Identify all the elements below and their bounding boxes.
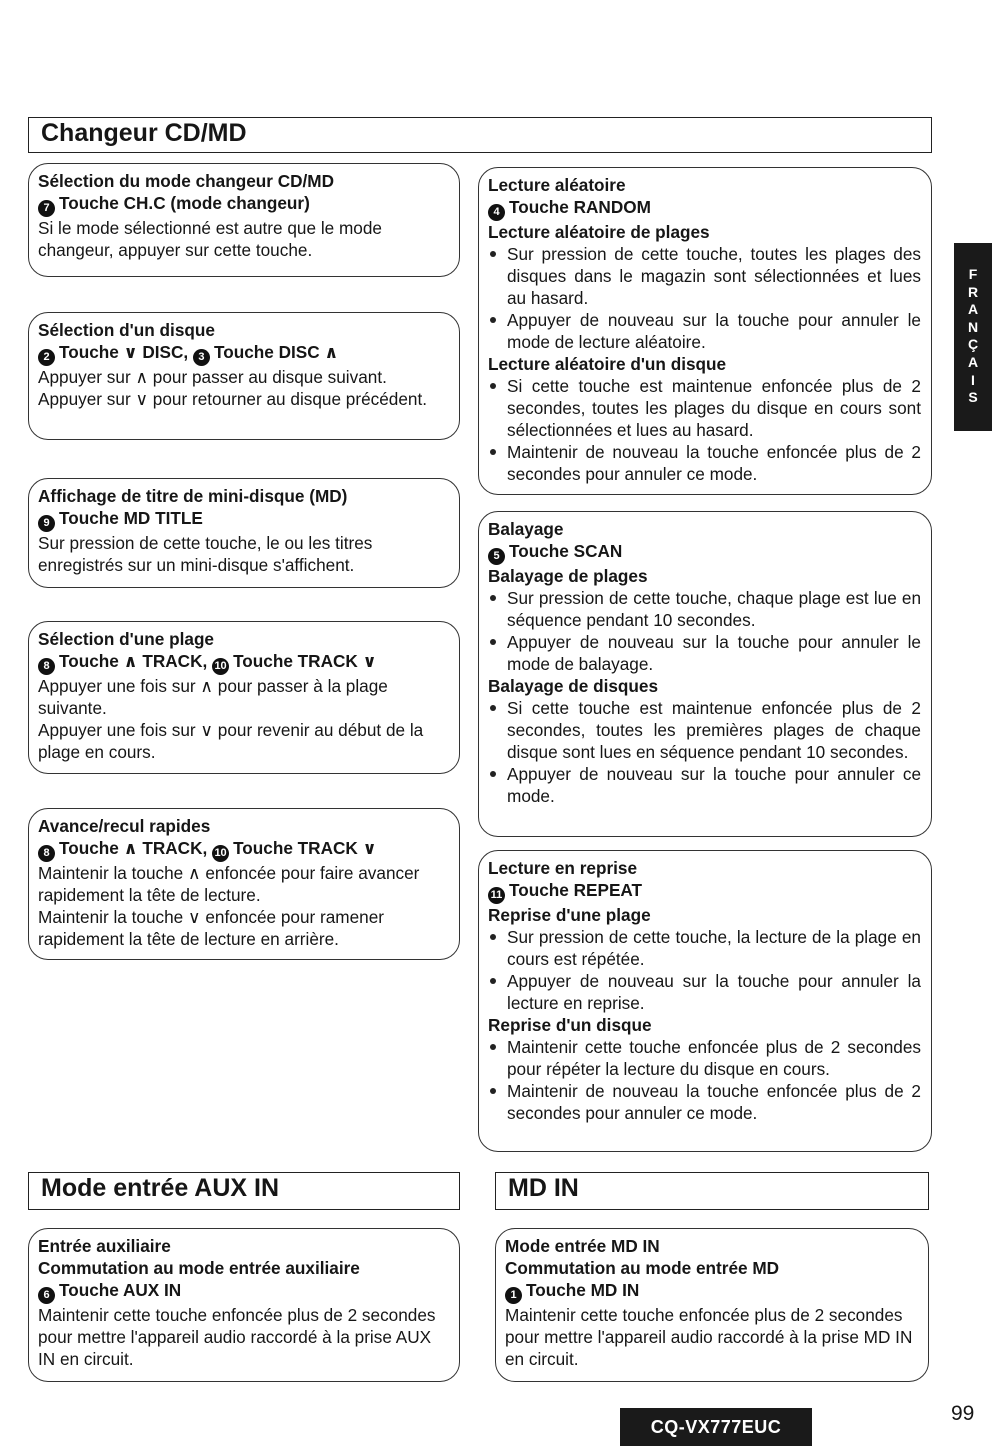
tab-letter: Ç xyxy=(967,336,979,353)
section-title-mdin: MD IN xyxy=(495,1172,929,1210)
bullet-item: Sur pression de cette touche, chaque plage est lue en séquence pendant 10 secondes. xyxy=(488,587,921,631)
box-heading: Balayage xyxy=(488,519,564,539)
box-subheading: 9 Touche MD TITLE xyxy=(38,507,449,532)
bullet-item: Si cette touche est maintenue enfoncée plus de 2 secondes, toutes les plages du disque en cours sont sélectionnées et lues au hasard. xyxy=(488,375,921,441)
box-heading: Sélection d'un disque xyxy=(38,320,215,340)
button-number-badge: 5 xyxy=(488,548,505,565)
button-number-badge: 10 xyxy=(212,845,229,862)
button-number-badge: 9 xyxy=(38,515,55,532)
box-subheading: 5 Touche SCAN xyxy=(488,540,921,565)
box-subsection-heading: Reprise d'une plage xyxy=(488,905,651,925)
button-number-badge: 6 xyxy=(38,1287,55,1304)
box-md-title xyxy=(28,478,460,588)
box-subheading: 8 Touche ∧ TRACK, 10 Touche TRACK ∨ xyxy=(38,837,449,862)
box-text: Maintenir la touche ∨ enfoncée pour ramener rapidement la tête de lecture en arrière. xyxy=(38,907,385,949)
box-repeat xyxy=(478,850,932,1152)
box-heading: Avance/recul rapides xyxy=(38,816,211,836)
bullet-item: Si cette touche est maintenue enfoncée plus de 2 secondes, toutes les premières plages de chaque disque sont lues en séquence pendant 10 secondes. xyxy=(488,697,921,763)
box-subsection-heading: Lecture aléatoire d'un disque xyxy=(488,354,727,374)
language-tab xyxy=(954,243,992,431)
button-number-badge: 1 xyxy=(505,1287,522,1304)
model-label: CQ-VX777EUC xyxy=(620,1408,812,1446)
tab-letter: S xyxy=(968,389,978,406)
box-heading: Lecture en reprise xyxy=(488,858,638,878)
box-subheading: 6 Touche AUX IN xyxy=(38,1279,449,1304)
tab-letter: A xyxy=(967,353,979,370)
button-number-badge: 3 xyxy=(193,349,210,366)
box-text: Appuyer une fois sur ∧ pour passer à la plage suivante. xyxy=(38,676,388,718)
box-heading: Affichage de titre de mini-disque (MD) xyxy=(38,486,348,506)
tab-letter: F xyxy=(968,266,978,282)
bullet-item: Maintenir cette touche enfoncée plus de 2 secondes pour répéter la lecture du disque en cours. xyxy=(488,1036,921,1080)
box-heading: Lecture aléatoire xyxy=(488,175,626,195)
button-number-badge: 8 xyxy=(38,845,55,862)
box-disc-select xyxy=(28,312,460,440)
box-text: Maintenir la touche ∧ enfoncée pour faire avancer rapidement la tête de lecture. xyxy=(38,863,420,905)
box-subheading: 11 Touche REPEAT xyxy=(488,879,921,904)
section-title-aux: Mode entrée AUX IN xyxy=(28,1172,460,1210)
box-heading: Entrée auxiliaire xyxy=(38,1236,171,1256)
box-track-select xyxy=(28,621,460,774)
box-scan xyxy=(478,511,932,837)
button-number-badge: 11 xyxy=(488,887,505,904)
bullet-item: Maintenir de nouveau la touche enfoncée plus de 2 secondes pour annuler ce mode. xyxy=(488,1080,921,1124)
bullet-item: Appuyer de nouveau sur la touche pour annuler le mode de balayage. xyxy=(488,631,921,675)
box-md-in xyxy=(495,1228,929,1382)
box-subsection-heading: Balayage de disques xyxy=(488,676,659,696)
box-text: Maintenir cette touche enfoncée plus de 2 secondes pour mettre l'appareil audio raccordé à la prise MD IN en circuit. xyxy=(505,1305,913,1369)
tab-letter: R xyxy=(967,283,979,300)
section-title-changer: Changeur CD/MD xyxy=(28,117,932,153)
box-subheading: 8 Touche ∧ TRACK, 10 Touche TRACK ∨ xyxy=(38,650,449,675)
box-subheading: 7 Touche CH.C (mode changeur) xyxy=(38,192,449,217)
tab-letter: N xyxy=(967,318,979,335)
box-text: Si le mode sélectionné est autre que le mode changeur, appuyer sur cette touche. xyxy=(38,218,382,260)
button-number-badge: 2 xyxy=(38,349,55,366)
box-subheading: Commutation au mode entrée MD xyxy=(505,1258,780,1278)
bullet-item: Appuyer de nouveau sur la touche pour annuler la lecture en reprise. xyxy=(488,970,921,1014)
bullet-item: Appuyer de nouveau sur la touche pour annuler ce mode. xyxy=(488,763,921,807)
tab-letter: A xyxy=(967,301,979,318)
box-heading: Mode entrée MD IN xyxy=(505,1236,660,1256)
box-aux-in xyxy=(28,1228,460,1382)
box-subsection-heading: Balayage de plages xyxy=(488,566,648,586)
box-text: Appuyer une fois sur ∨ pour revenir au début de la plage en cours. xyxy=(38,720,424,762)
box-heading: Sélection d'une plage xyxy=(38,629,214,649)
bullet-item: Maintenir de nouveau la touche enfoncée plus de 2 secondes pour annuler ce mode. xyxy=(488,441,921,485)
button-number-badge: 10 xyxy=(212,658,229,675)
button-number-badge: 8 xyxy=(38,658,55,675)
button-number-badge: 7 xyxy=(38,200,55,217)
box-text: Appuyer sur ∧ pour passer au disque suivant. xyxy=(38,367,387,387)
box-text: Appuyer sur ∨ pour retourner au disque précédent. xyxy=(38,389,428,409)
box-text: Sur pression de cette touche, le ou les titres enregistrés sur un mini-disque s'affichent. xyxy=(38,533,373,575)
box-subsection-heading: Reprise d'un disque xyxy=(488,1015,652,1035)
box-changer-mode xyxy=(28,163,460,277)
box-subsection-heading: Lecture aléatoire de plages xyxy=(488,222,710,242)
box-text: Maintenir cette touche enfoncée plus de 2 secondes pour mettre l'appareil audio raccordé à la prise AUX IN en circuit. xyxy=(38,1305,436,1369)
bullet-item: Sur pression de cette touche, la lecture de la plage en cours est répétée. xyxy=(488,926,921,970)
button-number-badge: 4 xyxy=(488,204,505,221)
box-subheading: Commutation au mode entrée auxiliaire xyxy=(38,1258,360,1278)
box-subheading: 4 Touche RANDOM xyxy=(488,196,921,221)
tab-letter: I xyxy=(971,371,975,388)
page-number: 99 xyxy=(951,1402,975,1425)
box-random-play xyxy=(478,167,932,495)
bullet-item: Appuyer de nouveau sur la touche pour annuler le mode de lecture aléatoire. xyxy=(488,309,921,353)
box-subheading: 2 Touche ∨ DISC, 3 Touche DISC ∧ xyxy=(38,341,449,366)
box-heading: Sélection du mode changeur CD/MD xyxy=(38,171,335,191)
box-subheading: 1 Touche MD IN xyxy=(505,1279,918,1304)
box-fast-forward-rewind xyxy=(28,808,460,960)
bullet-item: Sur pression de cette touche, toutes les plages des disques dans le magazin sont sélectionnées et lues au hasard. xyxy=(488,243,921,309)
